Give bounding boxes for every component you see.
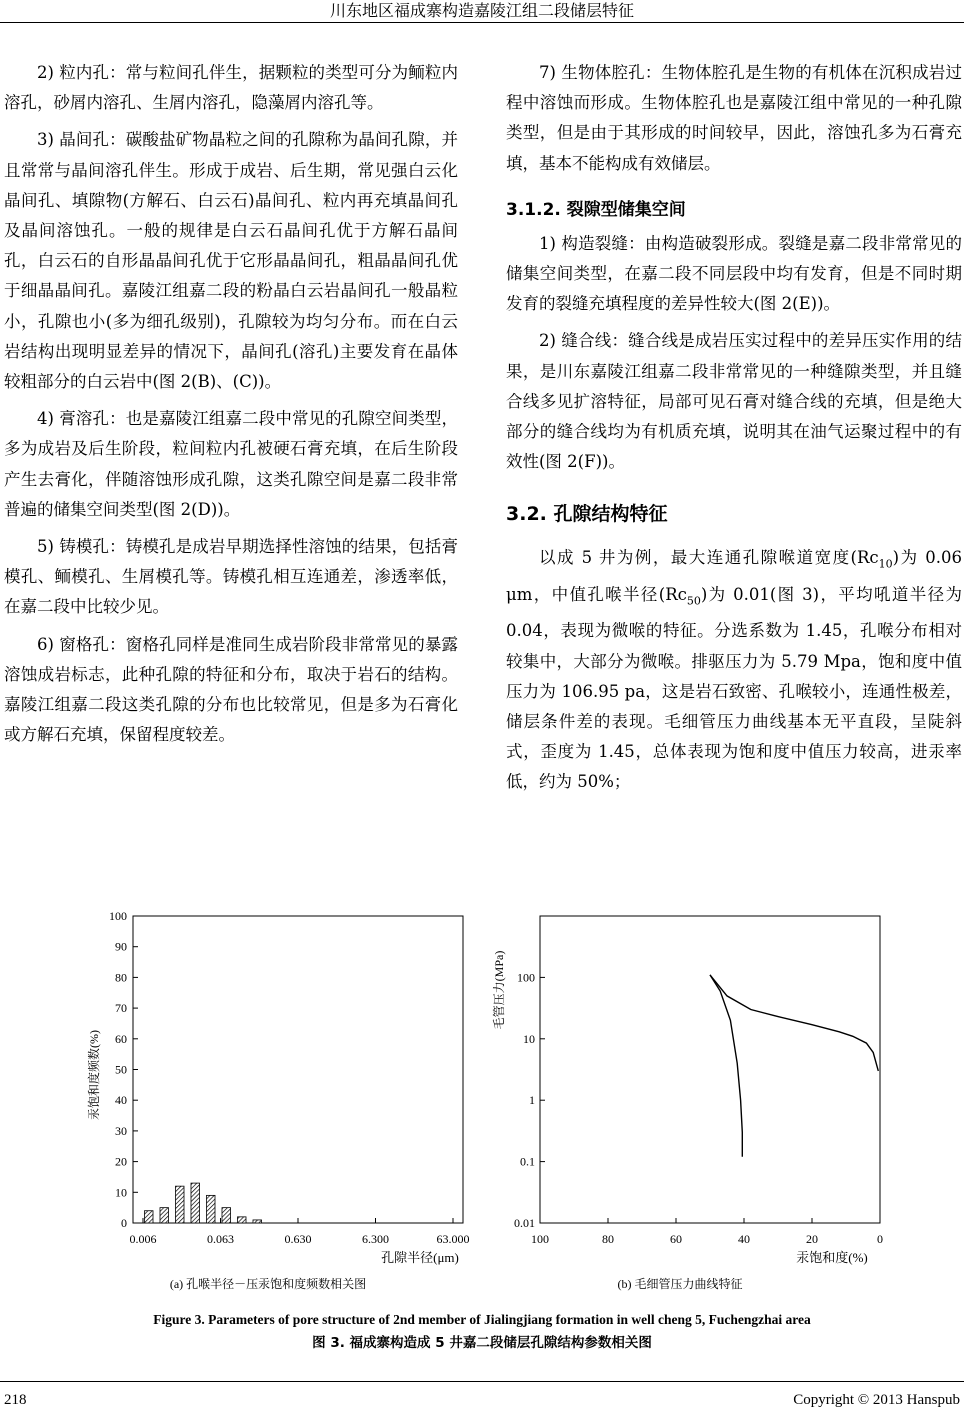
paragraph-gypsum-dissolution-pores: 4) 膏溶孔：也是嘉陵江组嘉二段中常见的孔隙空间类型，多为成岩及后生阶段，粒间粒内孔被硬石膏充填，在后生阶段产生去膏化，伴随溶蚀形成孔隙，这类孔隙空间是嘉二段非常普遍的储集空间类型(图 2(D))。 — [4, 409, 458, 519]
section-heading-pore-structure: 3.2. 孔隙结构特征 — [506, 503, 668, 526]
capillary-ytick-label: 1 — [529, 1093, 535, 1108]
histogram-subcaption: (a) 孔喉半径－压汞饱和度频数相关图 — [169, 1277, 367, 1291]
histogram-ytick-label: 50 — [115, 1062, 127, 1077]
capillary-subcaption: (b) 毛细管压力曲线特征 — [617, 1277, 743, 1291]
paragraph-stylolites: 2) 缝合线：缝合线是成岩压实过程中的差异压实作用的结果，是川东嘉陵江组嘉二段非常常见的一种缝隙类型，并且缝合线多见扩溶特征，局部可见石膏对缝合线的充填，但是绝大部分的缝合线均为有机质充填，说明其在油气运聚过程中的有效性(图 2(F))。 — [506, 331, 962, 472]
header-rule — [0, 22, 964, 23]
page-number: 218 — [4, 1392, 27, 1408]
histogram-bar — [222, 1208, 231, 1223]
histogram-ytick-label: 90 — [115, 939, 127, 954]
histogram-bar — [191, 1183, 200, 1223]
histogram-ytick-label: 0 — [121, 1216, 127, 1230]
histogram-xlabel: 孔隙半径(μm) — [381, 1250, 459, 1265]
histogram-ytick-label: 60 — [115, 1031, 127, 1046]
histogram-bar — [175, 1186, 184, 1223]
paragraph-structural-fractures: 1) 构造裂缝：由构造破裂形成。裂缝是嘉二段非常常见的储集空间类型，在嘉二段不同层段中均有发育，但是不同时期发育的裂缝充填程度的差异性较大(图 2(E))。 — [506, 233, 962, 314]
histogram-chart — [86, 909, 470, 1291]
figure-caption-english: Figure 3. Parameters of pore structure of 2nd member of Jialingjiang formation in well cheng 5, Fuchengzhai area — [153, 1312, 811, 1327]
capillary-ylabel: 毛管压力(MPa) — [492, 950, 506, 1030]
histogram-ytick-label: 80 — [115, 970, 127, 985]
histogram-bar — [237, 1217, 246, 1223]
capillary-plot-frame — [540, 916, 880, 1223]
histogram-xtick-label: 63.000 — [436, 1232, 470, 1246]
capillary-curve-injection — [710, 975, 878, 1071]
right-column — [506, 58, 962, 805]
capillary-ytick-label: 0.01 — [514, 1216, 535, 1230]
left-column — [4, 58, 458, 757]
histogram-xtick-label: 0.630 — [284, 1232, 312, 1246]
capillary-pressure-chart — [491, 916, 883, 1291]
histogram-xtick-label: 0.006 — [129, 1232, 157, 1246]
histogram-bar — [253, 1220, 262, 1223]
capillary-xtick-label: 80 — [602, 1232, 614, 1246]
capillary-xlabel: 汞饱和度(%) — [796, 1250, 868, 1265]
histogram-ytick-label: 10 — [115, 1185, 127, 1200]
histogram-ytick-label: 40 — [115, 1093, 127, 1108]
paragraph-moldic-pores: 5) 铸模孔：铸模孔是成岩早期选择性溶蚀的结果，包括膏模孔、鲕模孔、生屑模孔等。铸模孔相互连通差，渗透率低，在嘉二段中比较少见。 — [4, 537, 458, 617]
capillary-ytick-label: 100 — [517, 970, 535, 985]
section-heading-fracture-space: 3.1.2. 裂隙型储集空间 — [506, 199, 686, 220]
histogram-plot-frame — [133, 916, 463, 1223]
capillary-ytick-label: 0.1 — [520, 1154, 535, 1169]
histogram-ytick-label: 20 — [115, 1154, 127, 1169]
running-header: 川东地区福成寨构造嘉陵江组二段储层特征 — [329, 1, 634, 20]
paragraph-intragranular-pores: 2) 粒内孔：常与粒间孔伴生，据颗粒的类型可分为鲕粒内溶孔，砂屑内溶孔、生屑内溶孔，隐藻屑内溶孔等。 — [4, 63, 458, 113]
figure-3 — [0, 900, 964, 1310]
capillary-ytick-label: 10 — [523, 1031, 535, 1046]
footer-rule — [0, 1381, 964, 1382]
histogram-ytick-label: 30 — [115, 1123, 127, 1138]
histogram-ylabel: 汞饱和度频数(%) — [87, 1030, 101, 1120]
histogram-ytick-label: 70 — [115, 1001, 127, 1016]
capillary-xtick-label: 20 — [806, 1232, 818, 1246]
capillary-xtick-label: 60 — [670, 1232, 682, 1246]
histogram-xtick-label: 0.063 — [207, 1232, 234, 1246]
figure-caption-chinese: 图 3. 福成寨构造成 5 井嘉二段储层孔隙结构参数相关图 — [312, 1335, 652, 1351]
paragraph-body-cavity-pores: 7) 生物体腔孔：生物体腔孔是生物的有机体在沉积成岩过程中溶蚀而形成。生物体腔孔也是嘉陵江组中常见的一种孔隙类型，但是由于其形成的时间较早，因此，溶蚀孔多为石膏充填，基本不能构成有效储层。 — [506, 63, 962, 173]
capillary-xtick-label: 100 — [531, 1232, 549, 1246]
histogram-bar — [206, 1195, 215, 1223]
capillary-xtick-label: 0 — [877, 1232, 883, 1246]
histogram-xtick-label: 6.300 — [362, 1232, 389, 1246]
histogram-bar — [160, 1208, 169, 1223]
histogram-bar — [144, 1211, 153, 1223]
paragraph-pore-structure: 以成 5 井为例，最大连通孔隙喉道宽度$(Rc_{10})$为 0.06 μm，中值孔喉半径$(Rc_{50})$为 0.01(图 3)，平均吼道半径为 0.04，表现为微喉的特征。分选系数为 1.45，孔喉分布相对较集中，大部分为微喉。排驱压力为 5.79 Mpa，饱和度中值压力为 106.95 pa，这是岩石致密、孔喉较小，连通性极差，储层条件差的表现。毛细管压力曲线基本无平直段，呈陡斜式，歪度为 1.45，总体表现为饱和度中值压力较高，进汞率低，约为 50%； — [506, 548, 963, 792]
capillary-xtick-label: 40 — [738, 1232, 750, 1246]
paragraph-intercrystalline-pores: 3) 晶间孔：碳酸盐矿物晶粒之间的孔隙称为晶间孔隙，并且常常与晶间溶孔伴生。形成于成岩、后生期，常见强白云化晶间孔、填隙物(方解石、白云石)晶间孔、粒内再充填晶间孔及晶间溶蚀孔。一般的规律是白云石晶间孔优于方解石晶间孔，白云石的自形晶晶间孔优于它形晶晶间孔，粗晶晶间孔优于细晶晶间孔。嘉陵江组嘉二段的粉晶白云岩晶间孔一般晶粒小，孔隙也小(多为细孔级别)，孔隙较为均匀分布。而在白云岩结构出现明显差异的情况下，晶间孔(溶孔)主要发育在晶体较粗部分的白云岩中(图 2(B)、(C))。 — [4, 130, 458, 392]
histogram-ytick-label: 100 — [109, 909, 127, 923]
paragraph-fenestral-pores: 6) 窗格孔：窗格孔同样是准同生成岩阶段非常常见的暴露溶蚀成岩标志，此种孔隙的特征和分布，取决于岩石的结构。嘉陵江组嘉二段这类孔隙的分布也比较常见，但是多为石膏化或方解石充填，保留程度较差。 — [4, 634, 458, 745]
copyright-notice: Copyright © 2013 Hanspub — [793, 1392, 960, 1408]
